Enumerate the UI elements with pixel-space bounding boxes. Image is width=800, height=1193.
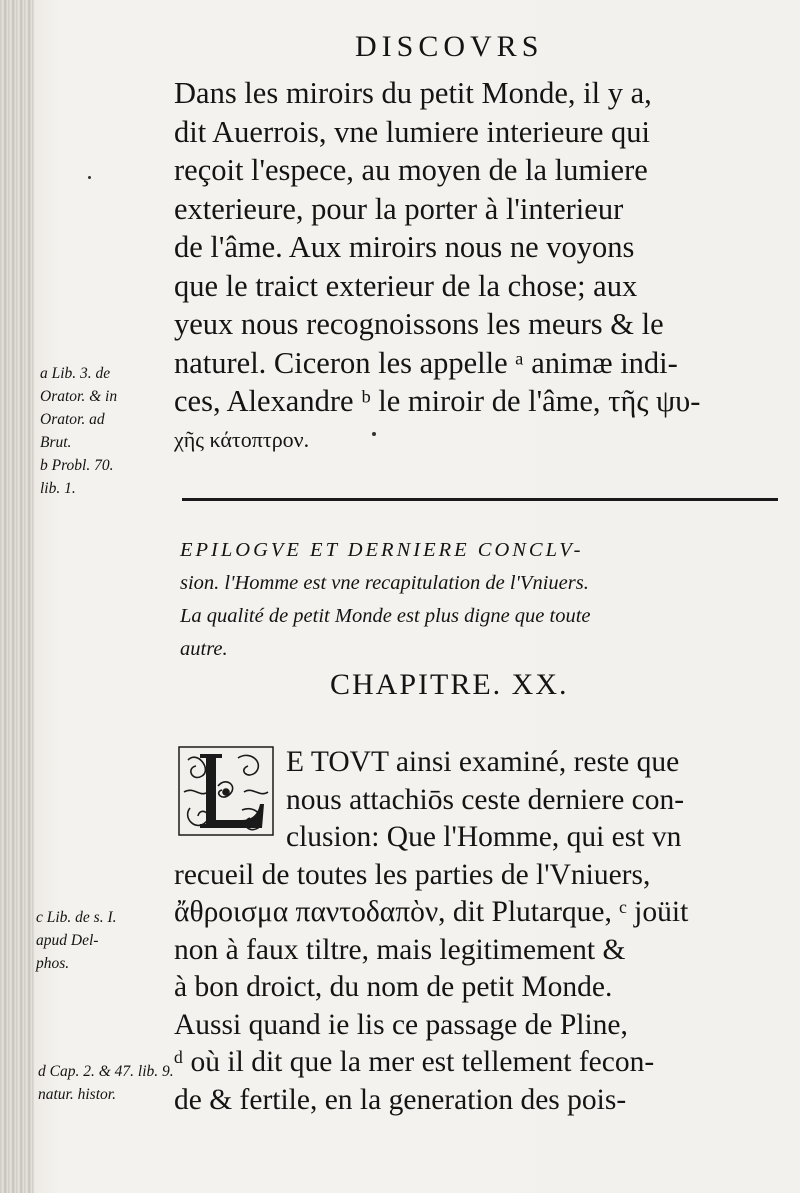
body-text-bottom [174,744,764,1119]
margin-note-line: Orator. ad [40,411,105,428]
body-line: reçoit l'espece, au moyen de la lumiere [174,153,648,187]
body-line: clusion: Que l'Homme, qui est vn [286,821,682,853]
margin-note-line: lib. 1. [40,480,76,497]
chapter-heading: CHAPITRE. XX. [330,668,569,701]
section-title-line: sion. l'Homme est vne recapitulation de l'Vniuers. [180,572,589,594]
margin-note-line: d Cap. 2. & 47. lib. 9. [38,1063,174,1080]
margin-note-d [38,1060,174,1106]
margin-note-line: natur. histor. [38,1086,116,1103]
section-title-line: La qualité de petit Monde est plus digne que toute [180,605,591,627]
margin-note-line: apud Del- [36,932,99,949]
running-head: DISCOVRS [355,30,544,63]
margin-note-c [36,906,117,975]
body-line: ᵈ où il dit que la mer est tellement fecon- [174,1046,655,1078]
body-line: à bon droict, du nom de petit Monde. [174,971,613,1003]
body-line: Aussi quand ie lis ce passage de Pline, [174,1008,628,1041]
body-line: non à faux tiltre, mais legitimement & [174,933,626,966]
body-line: de & fertile, en la generation des pois- [174,1083,627,1116]
margin-note-line: Brut. [40,434,72,451]
section-title-line: autre. [180,638,228,660]
body-line: ἄθροισμα παντοδαπὸν, dit Plutarque, ᶜ joüit [174,896,689,928]
body-line: nous attachiōs ceste derniere con- [286,783,685,816]
body-line: Dans les miroirs du petit Monde, il y a, [174,76,652,110]
section-divider-rule [182,498,778,501]
body-line: dit Auerrois, vne lumiere interieure qui [174,114,650,149]
margin-note-line: phos. [36,955,70,972]
body-line: χῆς κάτοπτρον. [174,426,310,452]
book-binding-edge [0,0,34,1193]
body-line: exterieure, pour la porter à l'interieur [174,191,624,226]
ink-speck [88,176,91,179]
body-line: E TOVT ainsi examiné, reste que [286,746,680,778]
section-title-line: EPILOGVE ET DERNIERE CONCLV- [180,539,584,561]
body-line: ces, Alexandre ᵇ le miroir de l'âme, τῆς ψυ- [174,384,701,418]
section-title [180,534,780,666]
margin-note-line: Orator. & in [40,388,118,405]
body-line: naturel. Ciceron les appelle ᵃ animæ indi- [174,345,678,380]
body-line: recueil de toutes les parties de l'Vniuers, [174,858,651,891]
margin-note-line: c Lib. de s. I. [36,909,117,926]
margin-note-line: b Probl. 70. [40,457,114,474]
body-line: yeux nous recognoissons les meurs & le [174,307,664,341]
body-line: que le traict exterieur de la chose; aux [174,268,638,303]
ink-speck [372,432,376,436]
margin-note-line: a Lib. 3. de [40,365,111,382]
margin-note-a [40,362,117,500]
body-line: de l'âme. Aux miroirs nous ne voyons [174,230,635,264]
body-text-top [174,74,764,459]
